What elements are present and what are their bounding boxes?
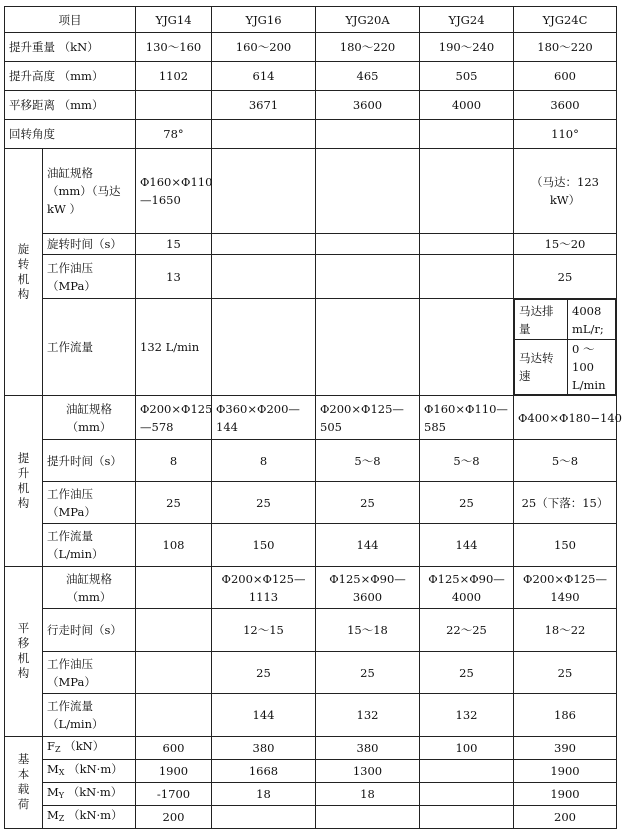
value-cell: 132 L/min: [136, 299, 212, 396]
rotation-cylinder-row: [5, 149, 617, 234]
row-label: 工作流量（L/min）: [43, 694, 136, 737]
value-cell: 5～8: [420, 440, 514, 482]
value-cell: 110°: [514, 120, 617, 149]
empty-cell: [316, 120, 420, 149]
value-cell: 614: [212, 62, 316, 91]
rotation-angle-row: [5, 120, 617, 149]
row-label: 工作油压（MPa）: [43, 482, 136, 524]
value-cell: 25: [420, 652, 514, 694]
value-cell: 18: [212, 783, 316, 806]
rotation-group-label: 旋转机构: [5, 149, 43, 396]
row-label: 提升时间（s）: [43, 440, 136, 482]
load-mz-row: [5, 806, 617, 829]
value-cell: 3671: [212, 91, 316, 120]
value-cell: 132: [316, 694, 420, 737]
empty-cell: [136, 567, 212, 609]
value-cell: 1668: [212, 760, 316, 783]
value-cell: 22～25: [420, 609, 514, 652]
empty-cell: [212, 234, 316, 255]
row-label: 油缸规格（mm）（马达kW ）: [43, 149, 136, 234]
value-cell: 78°: [136, 120, 212, 149]
value-cell: 25: [316, 482, 420, 524]
value-cell: Φ400×Φ180−140: [514, 396, 617, 440]
empty-cell: [420, 783, 514, 806]
value-cell: 186: [514, 694, 617, 737]
value-cell: 15～18: [316, 609, 420, 652]
row-label: 平移距离 （mm）: [5, 91, 136, 120]
header-model: YJG20A: [316, 7, 420, 33]
header-model: YJG24C: [514, 7, 617, 33]
value-cell: 25: [316, 652, 420, 694]
translation-group-label: 平移机构: [5, 567, 43, 737]
row-label: 回转角度: [5, 120, 136, 149]
value-cell: 25: [212, 482, 316, 524]
rotation-flow-row: [5, 299, 617, 396]
rotation-time-row: [5, 234, 617, 255]
row-label: $M_Y$ （kN·m）: [43, 783, 136, 806]
row-label: 工作油压（MPa）: [43, 652, 136, 694]
row-label: $F_Z$ （kN）: [43, 737, 136, 760]
row-label: 工作流量（L/min）: [43, 524, 136, 567]
motor-speed-label: 马达转速: [515, 340, 568, 395]
header-model: YJG16: [212, 7, 316, 33]
value-cell: Φ200×Φ125—578: [136, 396, 212, 440]
value-cell: 25: [420, 482, 514, 524]
translation-distance-row: [5, 91, 617, 120]
value-cell: 144: [316, 524, 420, 567]
lift-pressure-row: [5, 482, 617, 524]
empty-cell: [316, 806, 420, 829]
empty-cell: [212, 299, 316, 396]
row-label: 工作油压（MPa）: [43, 255, 136, 299]
value-cell: 25: [212, 652, 316, 694]
value-cell: 200: [514, 806, 617, 829]
motor-displacement-value: 4008 mL/r;: [568, 300, 616, 340]
value-cell: 1102: [136, 62, 212, 91]
row-label: 工作流量: [43, 299, 136, 396]
translation-pressure-row: [5, 652, 617, 694]
empty-cell: [316, 299, 420, 396]
header-model: YJG24: [420, 7, 514, 33]
value-cell: 1900: [136, 760, 212, 783]
value-cell: 3600: [316, 91, 420, 120]
value-cell: 1300: [316, 760, 420, 783]
header-item: 项目: [5, 7, 136, 33]
value-cell: （马达：123 kW）: [514, 149, 617, 234]
empty-cell: [420, 234, 514, 255]
motor-displacement-label: 马达排量: [515, 300, 568, 340]
value-cell: 8: [136, 440, 212, 482]
empty-cell: [420, 760, 514, 783]
empty-cell: [316, 255, 420, 299]
value-cell: Φ125×Φ90—4000: [420, 567, 514, 609]
value-cell: 465: [316, 62, 420, 91]
lift-flow-row: [5, 524, 617, 567]
value-cell: 390: [514, 737, 617, 760]
value-cell: 144: [212, 694, 316, 737]
empty-cell: [420, 806, 514, 829]
value-cell: 25: [136, 482, 212, 524]
value-cell: 600: [136, 737, 212, 760]
lift-weight-row: [5, 33, 617, 62]
empty-cell: [316, 149, 420, 234]
value-cell: 1900: [514, 760, 617, 783]
value-cell: 18: [316, 783, 420, 806]
value-cell: 200: [136, 806, 212, 829]
spec-table: [4, 6, 622, 829]
row-label: 提升重量 （kN）: [5, 33, 136, 62]
empty-cell: [316, 234, 420, 255]
value-cell: Φ200×Φ125—505: [316, 396, 420, 440]
header-row: [5, 7, 617, 33]
empty-cell: [136, 694, 212, 737]
value-cell: 25: [514, 255, 617, 299]
value-cell: 25（下落：15）: [514, 482, 617, 524]
row-label: $M_Z$ （kN·m）: [43, 806, 136, 829]
value-cell: 380: [316, 737, 420, 760]
value-cell: 380: [212, 737, 316, 760]
value-cell: Φ125×Φ90—3600: [316, 567, 420, 609]
value-cell: 3600: [514, 91, 617, 120]
empty-cell: [420, 120, 514, 149]
value-cell: 144: [420, 524, 514, 567]
value-cell: Φ200×Φ125—1113: [212, 567, 316, 609]
value-cell: 13: [136, 255, 212, 299]
empty-cell: [136, 609, 212, 652]
value-cell: 150: [212, 524, 316, 567]
value-cell: 5～8: [514, 440, 617, 482]
empty-cell: [136, 91, 212, 120]
value-cell: 108: [136, 524, 212, 567]
lift-time-row: [5, 440, 617, 482]
load-my-row: [5, 783, 617, 806]
value-cell: 18～22: [514, 609, 617, 652]
value-cell: 8: [212, 440, 316, 482]
lift-group-label: 提升机构: [5, 396, 43, 567]
loads-group-label: 基本载荷: [5, 737, 43, 829]
value-cell: Φ360×Φ200—144: [212, 396, 316, 440]
motor-speed-value: 0 ～ 100 L/min: [568, 340, 616, 395]
value-cell: 130～160: [136, 33, 212, 62]
value-cell: 15: [136, 234, 212, 255]
value-cell: 190～240: [420, 33, 514, 62]
value-cell: 180～220: [316, 33, 420, 62]
value-cell: 15～20: [514, 234, 617, 255]
translation-cylinder-row: [5, 567, 617, 609]
value-cell: 132: [420, 694, 514, 737]
empty-cell: [212, 120, 316, 149]
empty-cell: [136, 652, 212, 694]
row-label: 旋转时间（s）: [43, 234, 136, 255]
empty-cell: [420, 149, 514, 234]
value-cell: 1900: [514, 783, 617, 806]
empty-cell: [212, 255, 316, 299]
value-cell: 150: [514, 524, 617, 567]
row-label: $M_X$ （kN·m）: [43, 760, 136, 783]
value-cell: 12～15: [212, 609, 316, 652]
lift-cylinder-row: [5, 396, 617, 440]
value-cell: 25: [514, 652, 617, 694]
load-fz-row: [5, 737, 617, 760]
value-cell: 505: [420, 62, 514, 91]
motor-spec-cell: [514, 299, 617, 396]
value-cell: Φ200×Φ125—1490: [514, 567, 617, 609]
value-cell: 4000: [420, 91, 514, 120]
value-cell: 600: [514, 62, 617, 91]
value-cell: 180～220: [514, 33, 617, 62]
row-label: 提升高度 （mm）: [5, 62, 136, 91]
value-cell: 5～8: [316, 440, 420, 482]
translation-flow-row: [5, 694, 617, 737]
value-cell: Φ160×Φ110—1650: [136, 149, 212, 234]
translation-time-row: [5, 609, 617, 652]
lift-height-row: [5, 62, 617, 91]
load-mx-row: [5, 760, 617, 783]
row-label: 行走时间（s）: [43, 609, 136, 652]
value-cell: 160～200: [212, 33, 316, 62]
value-cell: -1700: [136, 783, 212, 806]
rotation-pressure-row: [5, 255, 617, 299]
empty-cell: [212, 149, 316, 234]
header-model: YJG14: [136, 7, 212, 33]
value-cell: Φ160×Φ110—585: [420, 396, 514, 440]
empty-cell: [420, 299, 514, 396]
row-label: 油缸规格（mm）: [43, 396, 136, 440]
empty-cell: [420, 255, 514, 299]
empty-cell: [212, 806, 316, 829]
row-label: 油缸规格（mm）: [43, 567, 136, 609]
value-cell: 100: [420, 737, 514, 760]
